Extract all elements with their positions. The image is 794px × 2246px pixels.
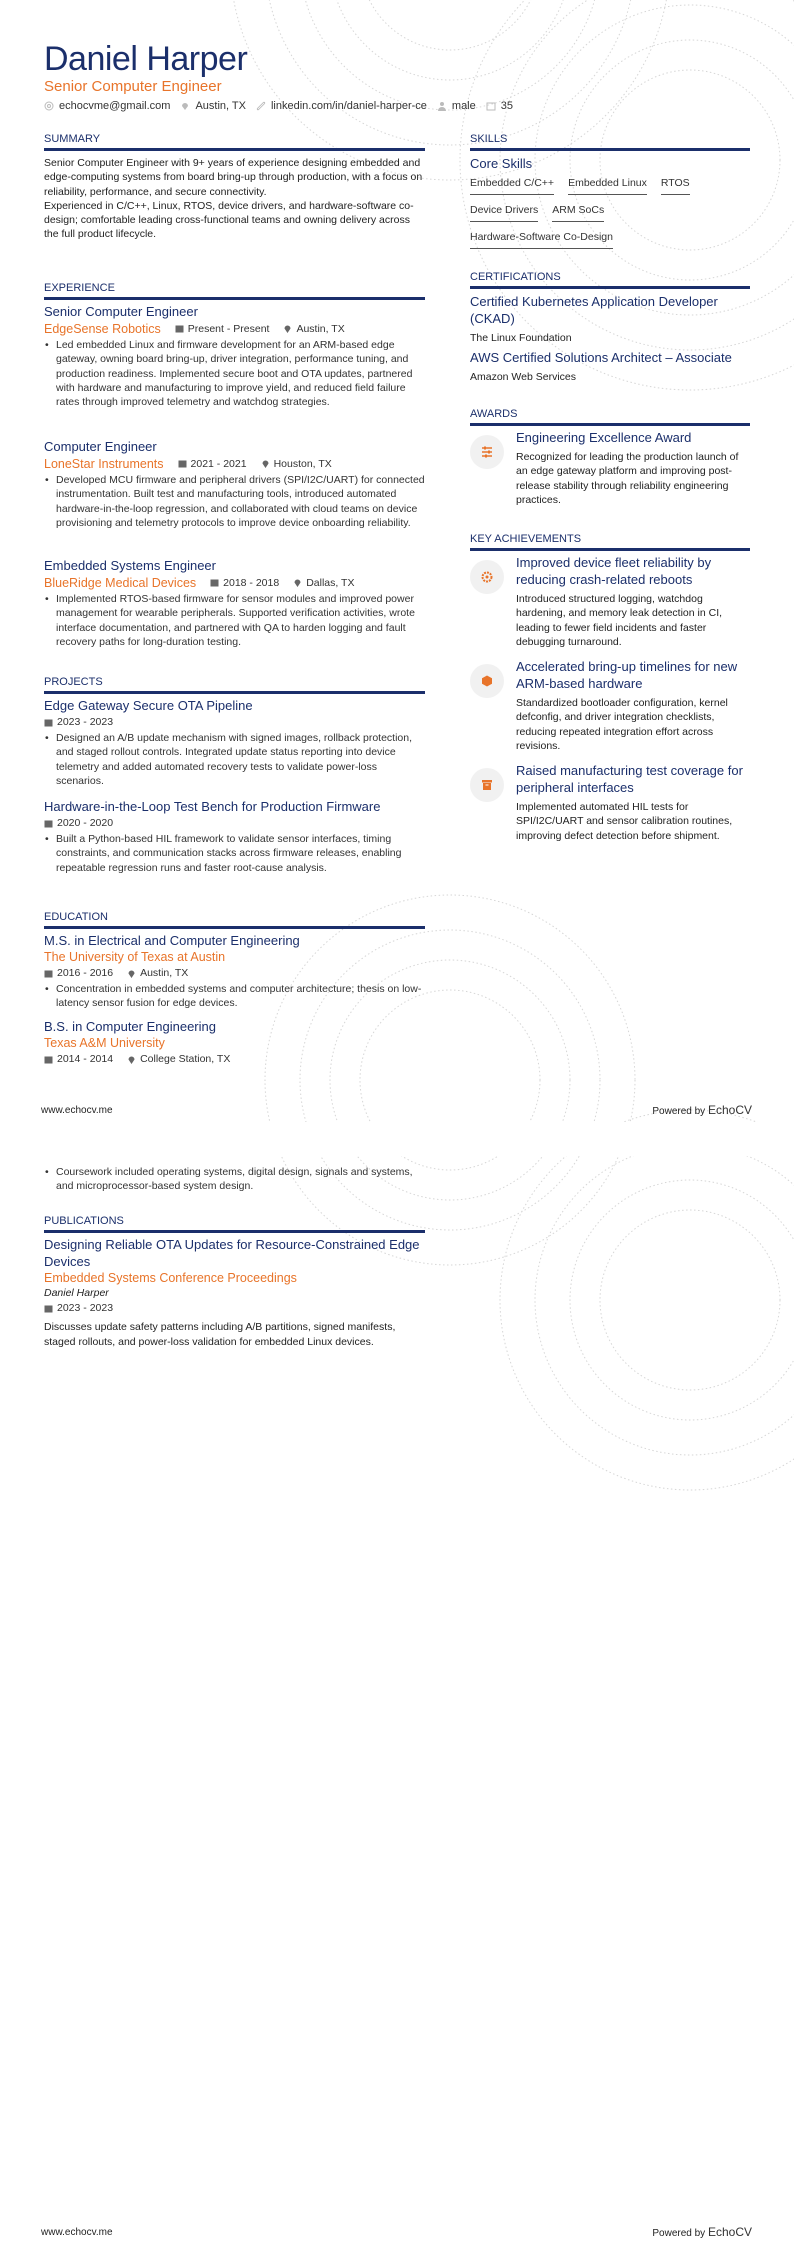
job-bullet: • Developed MCU firmware and peripheral drivers (SPI/I2C/UART) for connected instrumentation. Built test and manufacturing tools, introduced automated hardware-in-the-loop regression, and collaborated with cloud teams on device provisioning and telemetry protocols to improve device onboarding reliability. — [44, 473, 425, 530]
education-location: Austin, TX — [140, 967, 189, 979]
achievement-title: Raised manufacturing test coverage for peripheral interfaces — [516, 763, 743, 795]
summary-paragraph: Senior Computer Engineer with 9+ years of experience designing embedded and edge-computing systems from board bring-up through production, with a focus on reliability, performance, and secure connectivity. — [44, 157, 423, 198]
job-location: Austin, TX — [296, 322, 345, 335]
project-dates: 2020 - 2020 — [57, 817, 114, 829]
education-heading: EDUCATION — [44, 911, 425, 929]
achievement-item — [470, 658, 750, 753]
powered-by-label: Powered by — [652, 1106, 706, 1117]
summary-paragraph: Experienced in C/C++, Linux, RTOS, device drivers, and hardware-software co-design; comfortable leading cross-functional teams and owning delivery across the full product lifecycle. — [44, 199, 414, 241]
calendar-icon — [175, 324, 184, 333]
company-name: LoneStar Instruments — [44, 457, 164, 471]
degree: M.S. in Electrical and Computer Engineering — [44, 933, 300, 948]
summary-section — [44, 156, 425, 242]
job-location: Houston, TX — [273, 457, 332, 470]
experience-heading: EXPERIENCE — [44, 282, 425, 300]
degree: B.S. in Computer Engineering — [44, 1019, 216, 1034]
sliders-icon — [470, 435, 504, 469]
award-title: Engineering Excellence Award — [516, 430, 692, 445]
contact-location: Austin, TX — [195, 100, 246, 112]
award-item — [470, 429, 750, 507]
publication-item — [44, 1236, 425, 1349]
footer-powered-by[interactable] — [652, 2225, 752, 2239]
skills-section — [470, 155, 750, 258]
person-icon — [437, 101, 447, 111]
contact-email[interactable]: echocvme@gmail.com — [59, 100, 171, 112]
calendar-icon — [486, 101, 496, 111]
education-dates: 2016 - 2016 — [57, 967, 114, 979]
calendar-icon — [44, 1055, 53, 1064]
email-icon — [44, 101, 54, 111]
education-item — [44, 932, 425, 1011]
powered-by-label: Powered by — [652, 2228, 706, 2239]
link-icon — [256, 101, 266, 111]
project-dates: 2023 - 2023 — [57, 716, 114, 728]
achievement-description: Introduced structured logging, watchdog hardening, and memory leak detection in CI, leading to fewer field incidents and faster debugging turnaround. — [516, 593, 723, 648]
certification-name: AWS Certified Solutions Architect – Associate — [470, 350, 732, 365]
cube-icon — [470, 664, 504, 698]
calendar-icon — [44, 969, 53, 978]
location-pin-icon — [180, 101, 190, 111]
skills-group-title: Core Skills — [470, 156, 533, 171]
archive-icon — [470, 768, 504, 802]
job-dates: 2021 - 2021 — [190, 457, 247, 470]
company-name: BlueRidge Medical Devices — [44, 576, 197, 590]
publications-heading: PUBLICATIONS — [44, 1215, 425, 1233]
achievement-title: Accelerated bring-up timelines for new ARM-based hardware — [516, 659, 738, 691]
job-role: Embedded Systems Engineer — [44, 558, 216, 573]
education-continued — [44, 1165, 425, 1194]
project-bullet: • Built a Python-based HIL framework to validate sensor interfaces, timing constraints, and communication stacks across firmware releases, enabling repeatable regression runs and faster root-cause analysis. — [44, 832, 425, 875]
job-bullet: • Led embedded Linux and firmware development for an ARM-based edge gateway, owning board bring-up, driver integration, performance tuning, and production readiness. Implemented secure boot and OTA updates, partnered with hardware and manufacturing to improve yield, and reduced field failure rates through improved telemetry and watchdog strategies. — [44, 338, 425, 409]
summary-heading: SUMMARY — [44, 133, 425, 151]
brand-name: EchoCV — [707, 2225, 752, 2239]
school: The University of Texas at Austin — [44, 950, 226, 964]
certification-name: Certified Kubernetes Application Developer (CKAD) — [470, 294, 718, 326]
job-dates: Present - Present — [187, 322, 270, 335]
location-pin-icon — [127, 1055, 136, 1064]
location-pin-icon — [261, 459, 270, 468]
company-name: EdgeSense Robotics — [44, 322, 161, 336]
certification-issuer: Amazon Web Services — [470, 371, 577, 383]
candidate-name: Daniel Harper — [44, 40, 248, 78]
skill-tag: ARM SoCs — [552, 204, 604, 222]
calendar-icon — [178, 459, 187, 468]
calendar-icon — [44, 819, 53, 828]
education-item — [44, 1018, 425, 1068]
footer-website[interactable]: www.echocv.me — [41, 2227, 113, 2238]
job-bullet: • Implemented RTOS-based firmware for sensor modules and improved power management for wearable peripherals. Supported verification activities, wrote interface documentation, and partnered with QA to harden logging and fault recovery paths for long-duration testing. — [44, 592, 425, 649]
achievements-heading: KEY ACHIEVEMENTS — [470, 533, 750, 551]
school: Texas A&M University — [44, 1036, 165, 1050]
contact-age: 35 — [500, 100, 513, 112]
achievement-title: Improved device fleet reliability by reducing crash-related reboots — [516, 555, 712, 587]
job-role: Computer Engineer — [44, 439, 157, 454]
experience-item — [44, 303, 425, 409]
calendar-icon — [44, 718, 53, 727]
calendar-icon — [210, 578, 219, 587]
publication-author: Daniel Harper — [44, 1287, 109, 1299]
achievement-description: Implemented automated HIL tests for SPI/I2C/UART and sensor calibration routines, improving defect detection before shipment. — [516, 801, 733, 842]
experience-item — [44, 557, 425, 649]
skill-tag: Embedded C/C++ — [470, 177, 554, 195]
publication-description: Discusses update safety patterns including A/B partitions, signed manifests, staged rollouts, and power-loss validation for embedded Linux devices. — [44, 1321, 396, 1348]
job-role: Senior Computer Engineer — [44, 304, 198, 319]
location-pin-icon — [127, 969, 136, 978]
brand-name: EchoCV — [707, 1103, 752, 1117]
education-location: College Station, TX — [140, 1053, 231, 1065]
candidate-title: Senior Computer Engineer — [44, 78, 222, 95]
achievement-item — [470, 554, 750, 649]
certifications-section — [470, 293, 750, 388]
education-bullet: • Coursework included operating systems, digital design, signals and systems, and microprocessor-based system design. — [44, 1165, 425, 1194]
certification-issuer: The Linux Foundation — [470, 332, 572, 344]
project-item — [44, 697, 425, 788]
skill-tag: RTOS — [661, 177, 690, 195]
skill-tag: Embedded Linux — [568, 177, 647, 195]
project-title: Hardware-in-the-Loop Test Bench for Production Firmware — [44, 799, 381, 814]
awards-heading: AWARDS — [470, 408, 750, 426]
skill-tag: Device Drivers — [470, 204, 538, 222]
education-dates: 2014 - 2014 — [57, 1053, 114, 1065]
achievement-description: Standardized bootloader configuration, kernel defconfig, and driver integration checklists, reducing repeated integration effort across revisions. — [516, 697, 728, 752]
skills-heading: SKILLS — [470, 133, 750, 151]
experience-item — [44, 438, 425, 530]
contact-gender: male — [451, 100, 476, 112]
education-bullet: • Concentration in embedded systems and computer architecture; thesis on low-latency sensor fusion for edge devices. — [44, 982, 425, 1011]
skill-tag: Hardware-Software Co-Design — [470, 231, 613, 249]
publication-venue: Embedded Systems Conference Proceedings — [44, 1271, 297, 1285]
project-item — [44, 798, 425, 875]
location-pin-icon — [293, 578, 302, 587]
project-title: Edge Gateway Secure OTA Pipeline — [44, 698, 253, 713]
footer-powered-by[interactable] — [652, 1103, 752, 1117]
location-pin-icon — [283, 324, 292, 333]
project-bullet: • Designed an A/B update mechanism with signed images, rollback protection, and staged rollout controls. Integrated update status reporting into device telemetry and added automated recovery tests to validate power-loss scenarios. — [44, 731, 425, 788]
contact-bar — [44, 100, 513, 112]
job-dates: 2018 - 2018 — [223, 576, 280, 589]
publication-title: Designing Reliable OTA Updates for Resource-Constrained Edge Devices — [44, 1237, 420, 1269]
gear-icon — [470, 560, 504, 594]
achievement-item — [470, 762, 750, 843]
job-location: Dallas, TX — [306, 576, 355, 589]
publication-dates: 2023 - 2023 — [57, 1302, 114, 1315]
contact-linkedin[interactable]: linkedin.com/in/daniel-harper-ce — [270, 100, 427, 112]
footer-website[interactable]: www.echocv.me — [41, 1105, 113, 1116]
award-description: Recognized for leading the production launch of an edge gateway platform and improving post-release stability through reliability engineering practices. — [516, 451, 739, 506]
certifications-heading: CERTIFICATIONS — [470, 271, 750, 289]
calendar-icon — [44, 1304, 53, 1313]
projects-heading: PROJECTS — [44, 676, 425, 694]
